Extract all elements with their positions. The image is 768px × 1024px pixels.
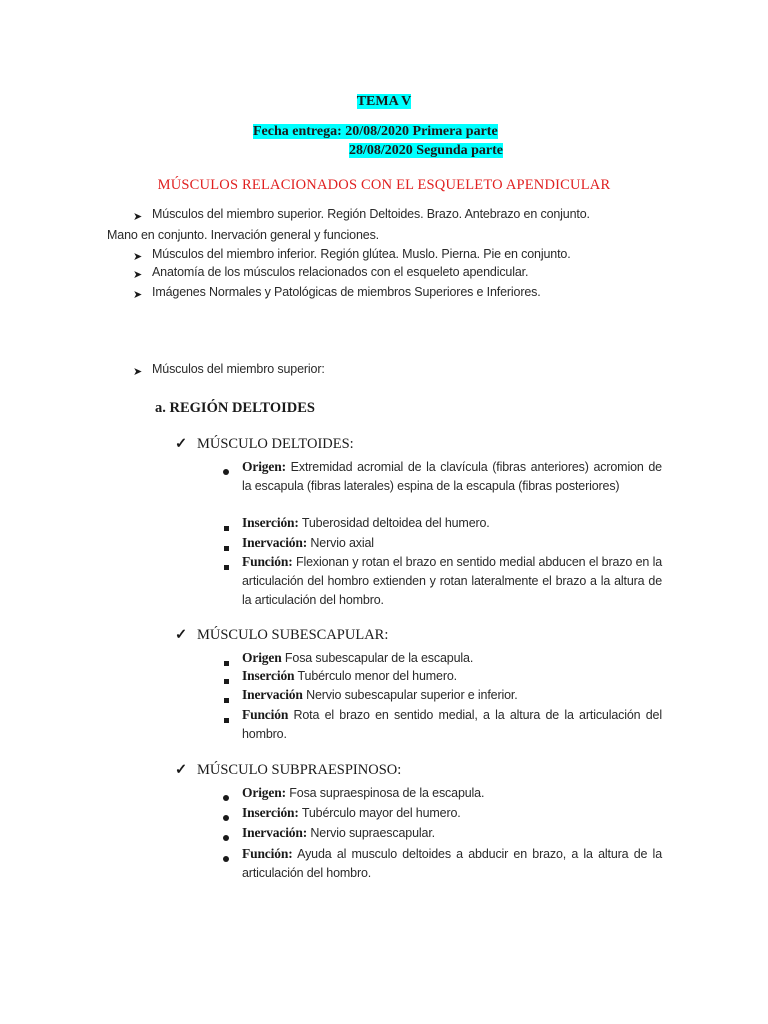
muscle-heading bbox=[175, 436, 354, 453]
checkmark-icon: ✓ bbox=[175, 436, 188, 452]
arrow-bullet-icon: ➤ bbox=[133, 366, 143, 378]
muscle-heading bbox=[175, 627, 388, 644]
intro-item-4: Imágenes Normales y Patológicas de miembros Superiores e Inferiores. bbox=[152, 285, 541, 299]
muscle-item: Inervación Nervio subescapular superior e inferior. bbox=[242, 687, 518, 702]
due-date-line-2: 28/08/2020 Segunda parte bbox=[349, 143, 504, 158]
muscle-item: Origen: Extremidad acromial de la clavícula (fibras anteriores) acromion de la escapula (fibras laterales) espina de la escapula (fibras posteriores) bbox=[242, 459, 662, 493]
square-bullet-icon bbox=[222, 690, 230, 708]
section-a-heading: a. REGIÓN DELTOIDES bbox=[155, 400, 315, 416]
intro-item-2: Músculos del miembro inferior. Región glútea. Muslo. Pierna. Pie en conjunto. bbox=[152, 247, 571, 261]
arrow-bullet-icon: ➤ bbox=[133, 269, 143, 281]
muscle-item: Inervación: Nervio axial bbox=[242, 535, 374, 550]
square-bullet-icon bbox=[222, 518, 230, 536]
arrow-bullet-icon: ➤ bbox=[133, 289, 143, 301]
muscle-item: Inserción Tubérculo menor del humero. bbox=[242, 668, 457, 683]
muscle-name: MÚSCULO DELTOIDES: bbox=[197, 436, 354, 452]
checkmark-icon: ✓ bbox=[175, 627, 188, 643]
due-date-line-1: Fecha entrega: 20/08/2020 Primera parte bbox=[253, 124, 498, 139]
round-bullet-icon bbox=[222, 849, 230, 867]
section-intro: Músculos del miembro superior: bbox=[152, 362, 325, 376]
due-date-line-2-wrap bbox=[349, 141, 503, 160]
muscle-name: MÚSCULO SUBESCAPULAR: bbox=[197, 627, 389, 643]
muscle-item: Inervación: Nervio supraescapular. bbox=[242, 825, 435, 840]
muscle-heading bbox=[175, 762, 401, 779]
due-date-line-1-wrap bbox=[253, 122, 498, 141]
square-bullet-icon bbox=[222, 557, 230, 575]
checkmark-icon: ✓ bbox=[175, 762, 188, 778]
muscle-item: Función: Ayuda al musculo deltoides a abducir en brazo, a la altura de la articulación del hombro. bbox=[242, 846, 662, 880]
muscle-name: MÚSCULO SUBPRAESPINOSO: bbox=[197, 762, 402, 778]
arrow-bullet-icon: ➤ bbox=[133, 251, 143, 263]
round-bullet-icon bbox=[222, 462, 230, 480]
doc-title-wrap bbox=[0, 92, 768, 111]
muscle-item: Inserción: Tubérculo mayor del humero. bbox=[242, 805, 461, 820]
square-bullet-icon bbox=[222, 538, 230, 556]
round-bullet-icon bbox=[222, 788, 230, 806]
doc-title: TEMA V bbox=[356, 94, 412, 109]
muscle-item: Origen: Fosa supraespinosa de la escapula. bbox=[242, 785, 485, 800]
muscle-item: Origen Fosa subescapular de la escapula. bbox=[242, 650, 474, 665]
arrow-bullet-icon: ➤ bbox=[133, 211, 143, 223]
muscle-item: Función: Flexionan y rotan el brazo en sentido medial abducen el brazo en la articulación del hombro extienden y rotan lateralmente el brazo a la altura de la articulación del hombro. bbox=[242, 554, 662, 607]
intro-item-1-cont: Mano en conjunto. Inervación general y funciones. bbox=[107, 228, 379, 242]
square-bullet-icon bbox=[222, 710, 230, 728]
intro-item-1: Músculos del miembro superior. Región Deltoides. Brazo. Antebrazo en conjunto. bbox=[152, 207, 590, 221]
square-bullet-icon bbox=[222, 653, 230, 671]
square-bullet-icon bbox=[222, 671, 230, 689]
round-bullet-icon bbox=[222, 828, 230, 846]
intro-item-3: Anatomía de los músculos relacionados con el esqueleto apendicular. bbox=[152, 265, 529, 279]
main-heading: MÚSCULOS RELACIONADOS CON EL ESQUELETO APENDICULAR bbox=[157, 177, 611, 193]
round-bullet-icon bbox=[222, 808, 230, 826]
muscle-item: Inserción: Tuberosidad deltoidea del humero. bbox=[242, 515, 490, 530]
muscle-item: Función Rota el brazo en sentido medial, a la altura de la articulación del hombro. bbox=[242, 707, 662, 741]
